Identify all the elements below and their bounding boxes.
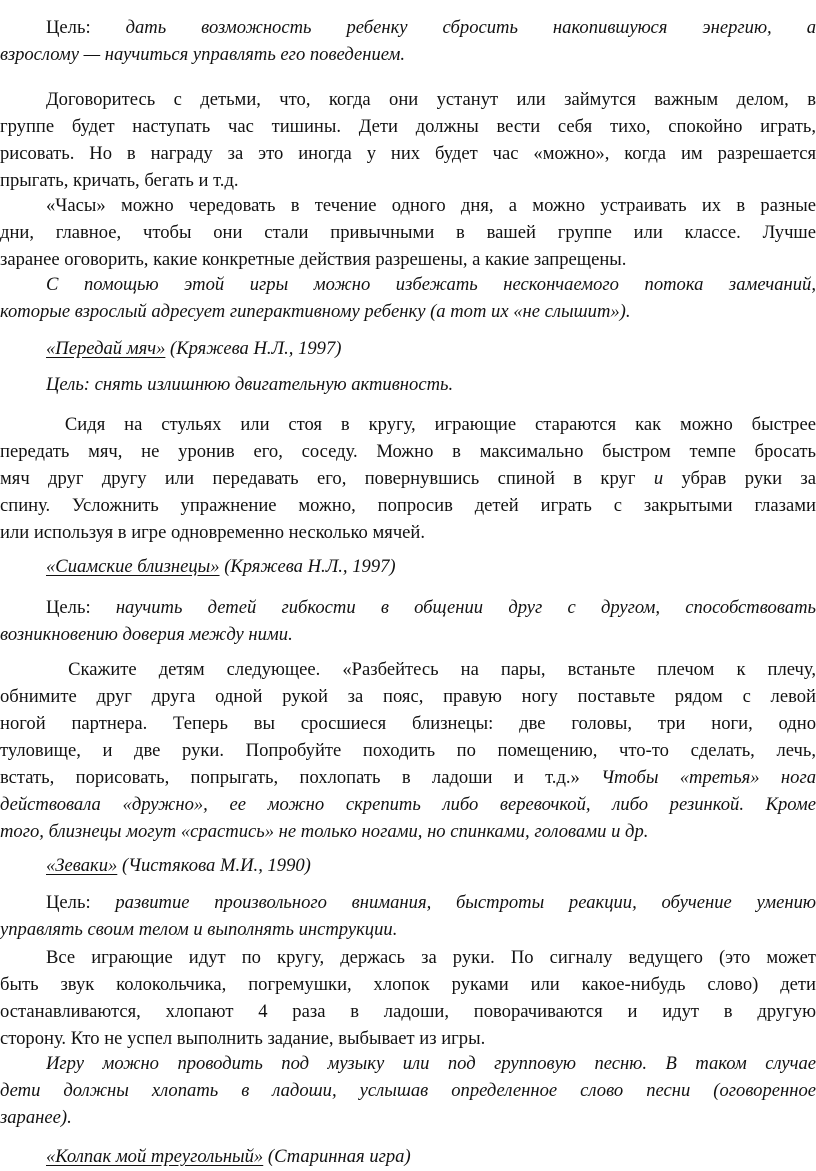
game-source: (Кряжева Н.Л., 1997) xyxy=(170,338,342,359)
goal-text: научить детей гибкости в общении друг с другом, способствовать xyxy=(115,597,816,618)
paragraph-line: Все играющие идут по кругу, держась за руки. По сигналу ведущего (это может xyxy=(46,947,816,968)
game-title: «Зеваки» xyxy=(46,855,118,876)
paragraph-line: спину. Усложнить упражнение можно, попросив детей играть с закрытыми глазами xyxy=(0,495,816,516)
paragraph-line: Сидя на стульях или стоя в кругу, играющие стараются как можно быстрее xyxy=(64,414,816,435)
goal-label: Цель: xyxy=(46,17,91,38)
paragraph-line: или используя в игре одновременно несколько мячей. xyxy=(0,522,426,543)
paragraph-line: Договоритесь с детьми, что, когда они устанут или займутся важным делом, в xyxy=(46,89,816,110)
game-title: «Сиамские близнецы» xyxy=(46,556,220,577)
game-goal: Цель: снять излишнюю двигательную активность. xyxy=(46,374,454,395)
paragraph-line: останавливаются, хлопают 4 раза в ладоши, поворачиваются и идут в другую xyxy=(0,1001,816,1022)
goal-text-continued: управлять своим телом и выполнять инструкции. xyxy=(0,919,398,940)
paragraph-line: дни, главное, чтобы они стали привычными в вашей группе или классе. Лучше xyxy=(0,222,816,243)
note-line: Игру можно проводить под музыку или под групповую песню. В таком случае xyxy=(46,1053,816,1074)
paragraph-line: туловище, и две руки. Попробуйте походить по помещению, что-то сделать, лечь, xyxy=(0,740,816,761)
game-source: (Чистякова М.И., 1990) xyxy=(121,855,311,876)
goal-line xyxy=(46,594,816,621)
goal-text: развитие произвольного внимания, быстроты реакции, обучение умению xyxy=(115,892,816,913)
paragraph-line: «Часы» можно чередовать в течение одного дня, а можно устраивать их в разные xyxy=(46,195,816,216)
paragraph-line: прыгать, кричать, бегать и т.д. xyxy=(0,170,239,191)
paragraph-line: быть звук колокольчика, погремушки, хлопок руками или какое-нибудь слово) дети xyxy=(0,974,816,995)
game-title: «Передай мяч» xyxy=(46,338,166,359)
note-line: заранее). xyxy=(0,1107,72,1128)
paragraph-line: рисовать. Но в награду за это иногда у них будет час «можно», когда им разрешается xyxy=(0,143,816,164)
goal-label: Цель: xyxy=(46,597,91,618)
goal-text-continued: возникновению доверия между ними. xyxy=(0,624,293,645)
game-heading-pass-ball xyxy=(46,335,341,362)
paragraph-line: обнимите друг друга одной рукой за пояс, правую ногу поставьте рядом с левой xyxy=(0,686,816,707)
goal-text: дать возможность ребенку сбросить накопившуюся энергию, а xyxy=(125,17,816,38)
paragraph-line: ногой партнера. Теперь вы сросшиеся близнецы: две головы, три ноги, одно xyxy=(0,713,816,734)
paragraph-line: передать мяч, не уронив его, соседу. Можно в максимально быстром темпе бросать xyxy=(0,441,816,462)
goal-text-continued: взрослому — научиться управлять его поведением. xyxy=(0,44,406,65)
game-source: (Старинная игра) xyxy=(267,1146,411,1167)
note-line: которые взрослый адресует гиперактивному ребенку (а тот их «не слышит»). xyxy=(0,301,631,322)
note-line: дети должны хлопать в ладоши, услышав определенное слово песни (оговоренное xyxy=(0,1080,816,1101)
game-heading-triangle-cap xyxy=(46,1143,411,1170)
paragraph-line: того, близнецы могут «срастись» не только ногами, но спинками, головами и др. xyxy=(0,821,649,842)
game-heading-gawkers xyxy=(46,852,311,879)
goal-line xyxy=(46,14,816,41)
note-line: С помощью этой игры можно избежать нескончаемого потока замечаний, xyxy=(46,274,816,295)
goal-line xyxy=(46,889,816,916)
paragraph-line: группе будет наступать час тишины. Дети должны вести себя тихо, спокойно играть, xyxy=(0,116,816,137)
goal-label: Цель: xyxy=(46,892,91,913)
paragraph-line: встать, порисовать, попрыгать, похлопать в ладоши и т.д.» Чтобы «третья» нога xyxy=(0,767,816,788)
paragraph-line: заранее оговорить, какие конкретные действия разрешены, а какие запрещены. xyxy=(0,249,627,270)
paragraph-line: сторону. Кто не успел выполнить задание, выбывает из игры. xyxy=(0,1028,486,1049)
game-heading-siamese-twins xyxy=(46,553,396,580)
paragraph-line: Скажите детям следующее. «Разбейтесь на пары, встаньте плечом к плечу, xyxy=(68,659,816,680)
paragraph-line: действовала «дружно», ее можно скрепить либо веревочкой, либо резинкой. Кроме xyxy=(0,794,816,815)
paragraph-line: мяч друг другу или передавать его, повернувшись спиной в круг и убрав руки за xyxy=(0,468,816,489)
game-source: (Кряжева Н.Л., 1997) xyxy=(224,556,396,577)
game-title: «Колпак мой треугольный» xyxy=(46,1146,264,1167)
